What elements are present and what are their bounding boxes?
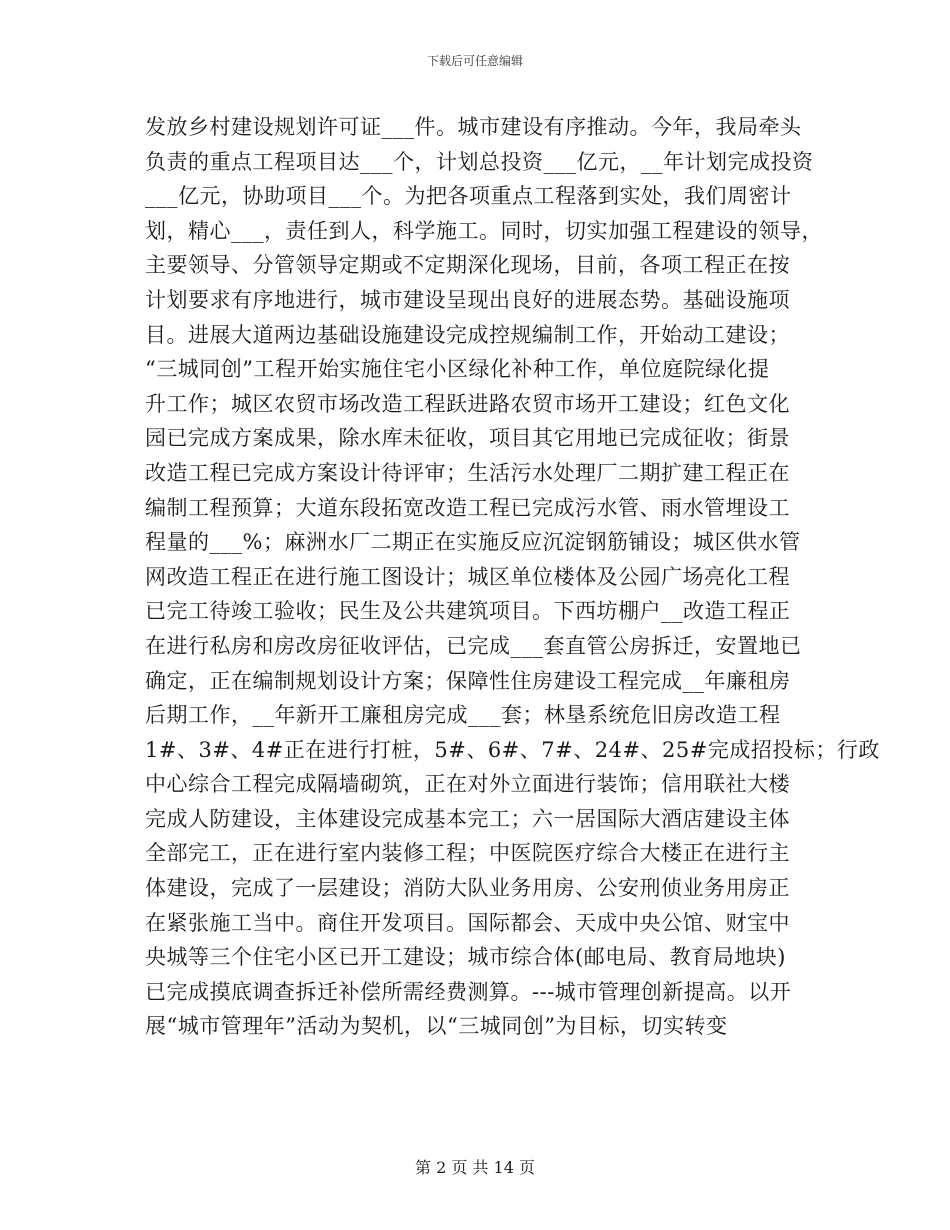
text-line: 展“城市管理年”活动为契机，以“三城同创”为目标，切实转变 [145, 1014, 728, 1039]
page-header: 下载后可任意编辑 [426, 54, 523, 68]
text-line: 确定，正在编制规划设计方案；保障性住房建设工程完成__年廉租房 [145, 668, 791, 693]
text-line: 编制工程预算；大道东段拓宽改造工程已完成污水管、雨水管埋设工 [145, 495, 790, 520]
text-line: 计划要求有序地进行，城市建设呈现出良好的进展态势。基础设施项 [145, 287, 790, 312]
text-line: 网改造工程正在进行施工图设计；城区单位楼体及公园广场亮化工程 [145, 564, 790, 589]
text-line: “三城同创”工程开始实施住宅小区绿化补种工作，单位庭院绿化提 [145, 357, 770, 382]
text-line: 改造工程已完成方案设计待评审；生活污水处理厂二期扩建工程正在 [145, 460, 790, 485]
text-line: 负责的重点工程项目达___个，计划总投资___亿元，__年计划完成投资 [145, 149, 814, 174]
text-line: 全部完工，正在进行室内装修工程；中医院医疗综合大楼正在进行主 [145, 841, 790, 866]
text-line: 完成人防建设，主体建设完成基本完工；六一居国际大酒店建设主体 [145, 806, 790, 831]
text-line: 划，精心___，责任到人，科学施工。同时，切实加强工程建设的领导， [145, 218, 823, 243]
text-line: 中心综合工程完成隔墙砌筑，正在对外立面进行装饰；信用联社大楼 [145, 772, 790, 797]
text-line: 程量的___%；麻洲水厂二期正在实施反应沉淀钢筋铺设；城区供水管 [145, 530, 801, 555]
text-line: 1#、3#、4#正在进行打桩，5#、6#、7#、24#、25#完成招投标；行政 [145, 737, 880, 762]
text-line: 已完成摸底调查拆迁补偿所需经费测算。---城市管理创新提高。以开 [145, 979, 792, 1004]
text-line: 后期工作，__年新开工廉租房完成___套；林垦系统危旧房改造工程 [145, 703, 781, 728]
text-line: ___亿元，协助项目___个。为把各项重点工程落到实处，我们周密计 [145, 184, 792, 209]
text-line: 体建设，完成了一层建设；消防大队业务用房、公安刑侦业务用房正 [145, 876, 790, 901]
text-line: 央城等三个住宅小区已开工建设；城市综合体(邮电局、教育局地块) [145, 945, 786, 970]
text-line: 目。进展大道两边基础设施建设完成控规编制工作，开始动工建设； [145, 322, 790, 347]
text-line: 发放乡村建设规划许可证___件。城市建设有序推动。今年，我局牵头 [145, 115, 802, 139]
document-body [145, 110, 880, 1044]
text-line: 在紧张施工当中。商住开发项目。国际都会、天成中央公馆、财宝中 [145, 910, 790, 935]
page-number: 第 2 页 共 14 页 [415, 1158, 535, 1177]
text-line: 园已完成方案成果，除水库未征收，项目其它用地已完成征收；街景 [145, 426, 790, 451]
text-line: 在进行私房和房改房征收评估，已完成___套直管公房拆迁，安置地已 [145, 633, 802, 658]
text-line: 升工作；城区农贸市场改造工程跃进路农贸市场开工建设；红色文化 [145, 391, 790, 416]
text-line: 已完工待竣工验收；民生及公共建筑项目。下西坊棚户__改造工程正 [145, 599, 791, 624]
text-line: 主要领导、分管领导定期或不定期深化现场，目前，各项工程正在按 [145, 253, 790, 278]
